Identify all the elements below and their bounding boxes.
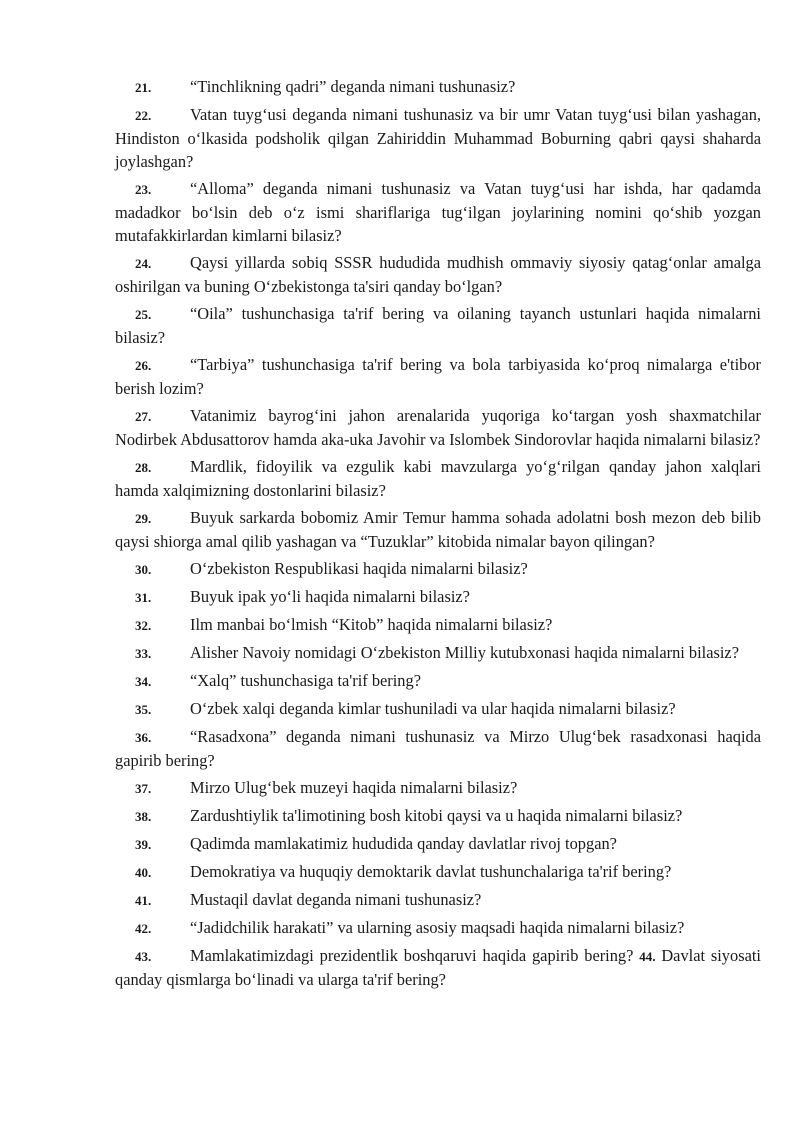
question-number: 33. [135,646,152,661]
question-item [115,888,761,912]
question-number: 28. [135,460,152,475]
question-number: 41. [135,893,152,908]
question-number: 27. [135,409,152,424]
question-text: “Tarbiya” tushunchasiga ta'rif bering va bola tarbiyasida ko‘proq nimalarga e'tibor berish lozim? [115,355,761,398]
question-text: “Jadidchilik harakati” va ularning asosiy maqsadi haqida nimalarni bilasiz? [190,918,685,937]
question-text: “Alloma” deganda nimani tushunasiz va Vatan tuyg‘usi har ishda, har qadamda madadkor bo‘lsin deb o‘z ismi shariflariga tug‘ilgan joylarining nomini qo‘shib yozgan mutafakkirlardan kimlarni bilasiz? [115,179,761,245]
question-item [115,804,761,828]
question-item [115,557,761,581]
question-item [115,103,761,173]
question-item [115,75,761,99]
question-item [115,251,761,298]
question-text: “Oila” tushunchasiga ta'rif bering va oilaning tayanch ustunlari haqida nimalarni bilasiz? [115,304,761,347]
question-item [115,455,761,502]
question-text: Mirzo Ulug‘bek muzeyi haqida nimalarni bilasiz? [190,778,518,797]
question-text: Alisher Navoiy nomidagi O‘zbekiston Milliy kutubxonasi haqida nimalarni bilasiz? [190,643,739,662]
question-text: Buyuk ipak yo‘li haqida nimalarni bilasiz? [190,587,470,606]
question-text: Qadimda mamlakatimiz hududida qanday davlatlar rivoj topgan? [190,834,617,853]
question-item [115,613,761,637]
question-item-last [115,944,761,991]
question-item [115,177,761,247]
question-item [115,641,761,665]
question-number: 29. [135,511,152,526]
question-number: 34. [135,674,152,689]
question-text: Ilm manbai bo‘lmish “Kitob” haqida nimalarni bilasiz? [190,615,553,634]
question-number: 23. [135,182,152,197]
question-text: Vatan tuyg‘usi deganda nimani tushunasiz va bir umr Vatan tuyg‘usi bilan yashagan, Hindiston o‘lkasida podsholik qilgan Zahiriddin Muhammad Boburning qabri qaysi shaharda joylashgan? [115,105,761,171]
question-text: Zardushtiylik ta'limotining bosh kitobi qaysi va u haqida nimalarni bilasiz? [190,806,683,825]
question-number: 40. [135,865,152,880]
question-text: Demokratiya va huquqiy demoktarik davlat tushunchalariga ta'rif bering? [190,862,672,881]
question-number: 26. [135,358,152,373]
question-number: 21. [135,80,152,95]
question-item [115,585,761,609]
question-text: Mustaqil davlat deganda nimani tushunasiz? [190,890,482,909]
question-text: Buyuk sarkarda bobomiz Amir Temur hamma sohada adolatni bosh mezon deb bilib qaysi shiorga amal qilib yashagan va “Tuzuklar” kitobida nimalar bayon qilingan? [115,508,761,551]
question-number: 37. [135,781,152,796]
question-text: O‘zbek xalqi deganda kimlar tushuniladi va ular haqida nimalarni bilasiz? [190,699,676,718]
question-item [115,916,761,940]
question-number: 38. [135,809,152,824]
question-number: 32. [135,618,152,633]
question-text: Mardlik, fidoyilik va ezgulik kabi mavzularga yo‘g‘rilgan qanday jahon xalqlari hamda xalqimizning dostonlarini bilasiz? [115,457,761,500]
question-text-inline: Davlat siyosati qanday qismlarga bo‘linadi va ularga ta'rif bering? [115,946,761,989]
question-text: O‘zbekiston Respublikasi haqida nimalarni bilasiz? [190,559,528,578]
question-item [115,860,761,884]
question-number: 35. [135,702,152,717]
question-item [115,353,761,400]
question-number: 24. [135,256,152,271]
question-number: 30. [135,562,152,577]
question-text: Qaysi yillarda sobiq SSSR hududida mudhish ommaviy siyosiy qatag‘onlar amalga oshirilgan va buning O‘zbekistonga ta'siri qanday bo‘lgan? [115,253,761,296]
question-number: 42. [135,921,152,936]
question-item [115,697,761,721]
question-item [115,725,761,772]
question-text: “Xalq” tushunchasiga ta'rif bering? [190,671,421,690]
question-number-inline: 44. [639,949,656,964]
question-text: “Tinchlikning qadri” deganda nimani tushunasiz? [190,77,516,96]
question-text: Vatanimiz bayrog‘ini jahon arenalarida yuqoriga ko‘targan yosh shaxmatchilar Nodirbek Abdusattorov hamda aka-uka Javohir va Islombek Sindorovlar haqida nimalarni bilasiz? [115,406,761,449]
question-list [115,75,761,995]
question-item [115,776,761,800]
question-number: 22. [135,108,152,123]
question-number: 36. [135,730,152,745]
question-number: 31. [135,590,152,605]
question-number: 25. [135,307,152,322]
question-number: 39. [135,837,152,852]
question-item [115,506,761,553]
question-text: “Rasadxona” deganda nimani tushunasiz va Mirzo Ulug‘bek rasadxonasi haqida gapirib bering? [115,727,761,770]
question-item [115,302,761,349]
question-item [115,404,761,451]
question-text: Mamlakatimizdagi prezidentlik boshqaruvi haqida gapirib bering? [190,946,634,965]
question-item [115,669,761,693]
question-item [115,832,761,856]
question-number: 43. [135,949,152,964]
